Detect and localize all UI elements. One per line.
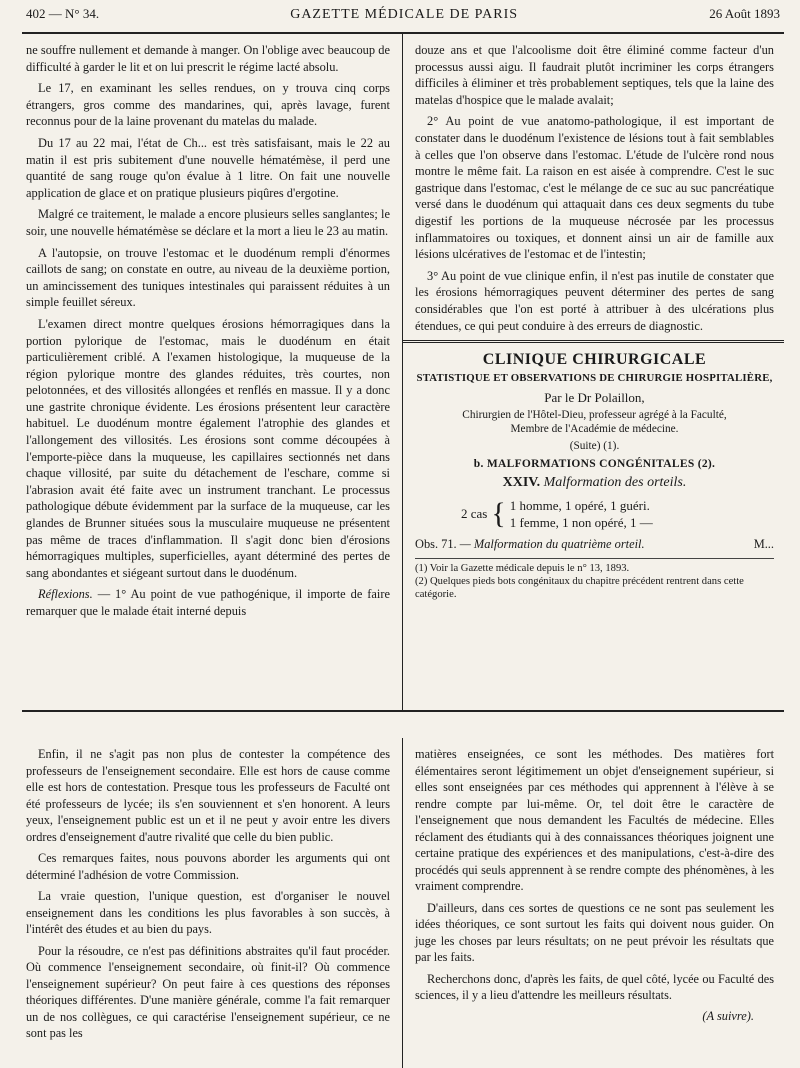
- top-section: [22, 34, 784, 712]
- clinique-section: [415, 351, 774, 601]
- journal-title: GAZETTE MÉDICALE DE PARIS: [290, 7, 519, 22]
- bottom-section: [22, 738, 784, 1068]
- paragraph: matières enseignées, ce sont les méthodes. Des matières fort élémentaires seront légitimement un objet d'enseignement supérieur, si elles sont enseignées par ces méthodes qui apprennent à l'élève à se rendre compte par lui-même. Or, tel doit être le caractère de l'enseignement que nous demandent les Facultés de médecine. Elles réclament des étudiants qui à des connaissances théoriques joignent une certaine pratique des expériences et des manipulations, c'est-à-dire des procédés qui seuls apprennent à se rendre compte des phénomènes, à les vraiment comprendre.: [415, 747, 774, 893]
- case-row: 1 homme, 1 opéré, 1 guéri.: [509, 498, 650, 514]
- observation-line: [415, 537, 774, 552]
- chapter-heading: [415, 475, 774, 491]
- reflexions-paragraph: [26, 586, 390, 619]
- bottom-right-column: [403, 738, 784, 1068]
- footnotes: [415, 558, 774, 601]
- paragraph: Pour la résoudre, ce n'est pas définitions abstraites qu'il faut procéder. Où commence l'enseignement secondaire, où finit-il? Où commence l'enseignement supérieur? On peut faire à ces questions des réponses théoriques différentes. D'une manière générale, comme l'a fait remarquer un de nos collègues, ce qui caractérise l'enseignement supérieur, ce ne sont pas les: [26, 943, 390, 1040]
- paragraph: Enfin, il ne s'agit pas non plus de contester la compétence des professeurs de l'enseignement secondaire. Elle est hors de cause comme elle est hors de contestation. Presque tous les professeurs de Faculté ont été professeurs de lycée; ils s'en souviennent et s'en honorent. A leurs yeux, l'enseignement public est un et il ne peut y avoir entre les divers ordres d'enseignement d'autre rivalité que celle du bien public.: [26, 747, 390, 844]
- subsection-title: [415, 456, 774, 471]
- paragraph: Ces remarques faites, nous pouvons aborder les arguments qui ont déterminé l'adhésion de votre Commission.: [26, 851, 390, 882]
- paragraph: La vraie question, l'unique question, est d'organiser le nouvel enseignement dans les conditions les plus favorables à son succès, à l'intérêt des études et au bien du pays.: [26, 889, 390, 936]
- author: Par le Dr Polaillon,: [544, 390, 645, 406]
- suite-note: (Suite) (1).: [569, 440, 620, 453]
- author-affiliation: Chirurgien de l'Hôtel-Dieu, professeur agrégé à la Faculté,: [462, 409, 727, 422]
- section-divider: [403, 340, 784, 343]
- top-left-column: [22, 34, 403, 710]
- brace-icon: {: [491, 497, 506, 531]
- paragraph: Recherchons donc, d'après les faits, de quel côté, lycée ou Faculté des sciences, il y a lieu d'attendre les meilleurs résultats.: [415, 971, 774, 1002]
- author-membership: Membre de l'Académie de médecine.: [510, 423, 679, 436]
- paragraph: Malgré ce traitement, le malade a encore plusieurs selles sanglantes; le soir, une nouvelle hématémèse se déclare et la mort a lieu le 23 au matin.: [26, 207, 390, 238]
- case-row: 1 femme, 1 non opéré, 1 —: [509, 515, 653, 531]
- obs-title: — Malformation du quatrième orteil.: [459, 537, 645, 552]
- obs-label: Obs. 71.: [415, 537, 457, 552]
- page-header: [22, 6, 784, 34]
- bottom-left-column: [22, 738, 403, 1068]
- paragraph: ne souffre nullement et demande à manger. On l'oblige avec beaucoup de difficulté à garder le lit et on lui prescrit le régime lacté absolu.: [26, 43, 390, 74]
- chapter-title: Malformation des orteils.: [543, 475, 687, 491]
- paragraph: 3° Au point de vue clinique enfin, il n'est pas inutile de constater que les érosions hémorragiques peuvent déterminer des pertes de sang considérables que l'on est porté à attribuer à des ulcérations plus étendues, ce qui peut conduire à des erreurs de diagnostic.: [415, 268, 774, 333]
- page-number: 402 — N° 34.: [26, 6, 100, 21]
- paragraph: douze ans et que l'alcoolisme doit être éliminé comme facteur d'un processus aussi aigu. Il faudrait plutôt incriminer les corps étrangers difficiles à éliminer et très probablement septiques, tels que la laine des matelas d'hospice que le malade avalait;: [415, 43, 774, 107]
- footnote: (1) Voir la Gazette médicale depuis le n° 13, 1893.: [415, 563, 630, 575]
- chapter-number: XXIV.: [502, 475, 541, 491]
- top-right-column: [403, 34, 784, 710]
- paragraph: Du 17 au 22 mai, l'état de Ch... est très satisfaisant, mais le 22 au matin il est pris subitement d'une nouvelle hématémèse, il perd une quantité de sang rouge qu'on évalue à 1 litre. On fait une nouvelle application de glace et on pratique plusieurs piqûres d'ergotine.: [26, 135, 390, 200]
- section-subtitle: STATISTIQUE ET OBSERVATIONS DE CHIRURGIE HOSPITALIÈRE,: [416, 372, 773, 385]
- reflexions-text: — 1° Au point de vue pathogénique, il importe de faire remarquer que le malade était interné depuis: [26, 587, 390, 618]
- subsection-label: b. MALFORMATIONS CONGÉNITALES (2).: [473, 458, 716, 471]
- obs-end: M...: [753, 537, 774, 552]
- cases-label: 2 cas: [461, 506, 488, 522]
- reflexions-label: Réflexions.: [38, 587, 93, 602]
- section-title: CLINIQUE CHIRURGICALE: [482, 351, 707, 369]
- case-summary: [461, 497, 774, 531]
- footnote: (2) Quelques pieds bots congénitaux du chapitre précédent rentrent dans cette catégorie.: [415, 576, 744, 601]
- paragraph: 2° Au point de vue anatomo-pathologique, il est important de constater dans le duodénum l'existence de lésions tout à fait semblables à celles que l'on observe dans l'estomac. L'étude de l'ulcère rond nous montre le même fait. La raison en est aisée à comprendre. C'est le suc gastrique dans l'estomac, c'est le mélange de ce suc au suc pancréatique versé dans le duodénum qui attaquait dans ces deux segments du tube digestif les portions de la muqueuse nécrosée par les processus inflammatoires ou toxiques, et donnent ainsi un air de famille aux lésions ulcératives de l'estomac et de l'intestin;: [415, 114, 774, 262]
- paragraph: L'examen direct montre quelques érosions hémorragiques dans la portion pylorique de l'estomac, mais le duodénum en était particulièrement criblé. A l'examen histologique, la muqueuse de la région pylorique montre des glandes réduites, très courtes, non pelotonnées, et des villosités allongées et renflés en massue. Il y a donc une gastrite chronique évidente. Les érosions présentent leur caractère habituel. Le duodénum montre également l'atrophie des glandes et l'allongement des villosités. Les érosions sont comme découpées à l'emporte-pièce dans la muqueuse, les capillaires sectionnés net dans chaque villosité, par suite du détachement de l'eschare, comme si l'abrasion avait été faite avec un instrument tranchant. Le processus pathologique débute évidemment par la surface de la muqueuse, car les glandes de Brunner situées sous la musculaire muqueuse ne présentent pas même de traces d'inflammation. Il s'agit donc bien d'érosions hémorragiques multiples, superficielles, ayant déterminé des pertes de sang abondantes et siégeant surtout dans le duodénum.: [26, 316, 390, 580]
- paragraph: A l'autopsie, on trouve l'estomac et le duodénum rempli d'énormes caillots de sang; on constate en outre, au niveau de la deuxième portion, un amincissement des tuniques intestinales qui paraissent réduites à un simple feuillet séreux.: [26, 245, 390, 310]
- to-be-continued: (A suivre).: [702, 1008, 754, 1023]
- issue-date: 26 Août 1893: [709, 6, 780, 21]
- paragraph: D'ailleurs, dans ces sortes de questions ce ne sont pas seulement les idées théoriques, ce sont surtout les faits qui doivent nous guider. On juge les choses par leurs résultats; on ne peut prévoir les résultats que par les faits.: [415, 900, 774, 964]
- paragraph: Le 17, en examinant les selles rendues, on y trouva cinq corps étrangers, gros comme des mandarines, qui, après lavage, furent reconnus pour de la laine provenant du matelas du malade.: [26, 81, 390, 129]
